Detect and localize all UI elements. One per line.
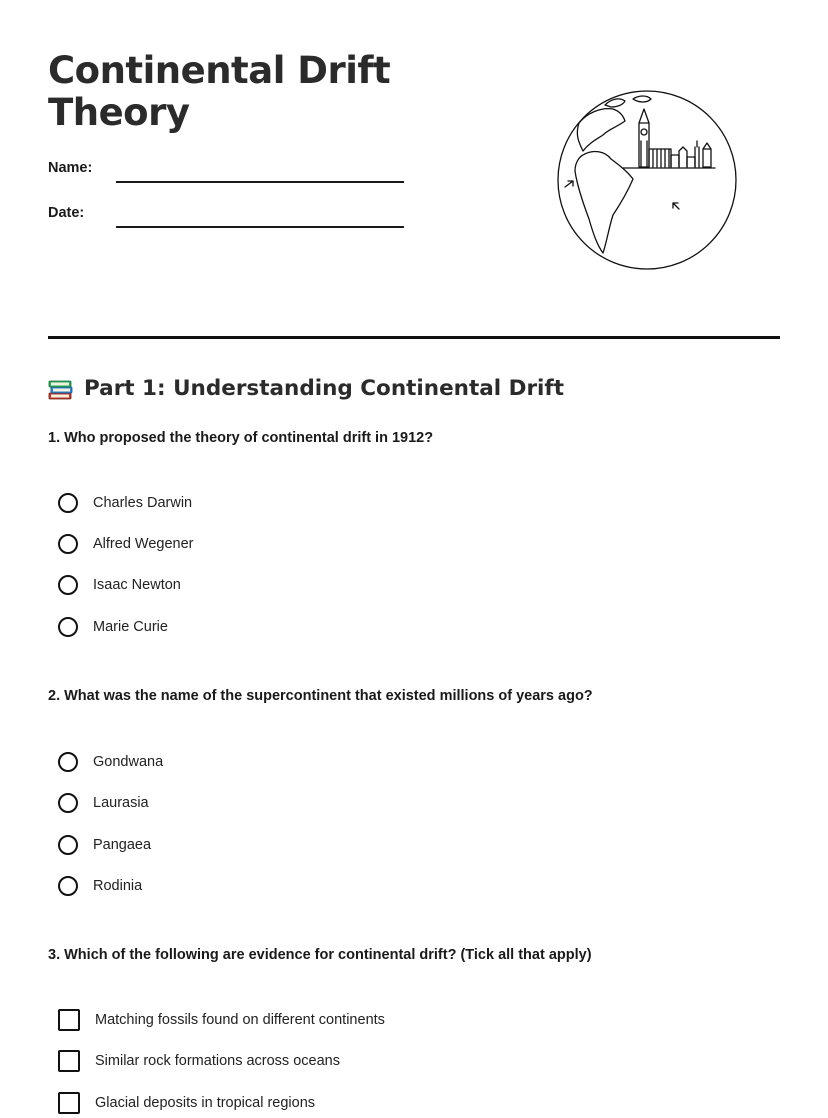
radio-button[interactable] — [58, 617, 78, 637]
radio-button[interactable] — [58, 493, 78, 513]
radio-button[interactable] — [58, 835, 78, 855]
question-3-text: 3. Which of the following are evidence for continental drift? (Tick all that apply) — [48, 947, 592, 963]
worksheet-title — [48, 50, 468, 134]
option-label: Charles Darwin — [93, 495, 193, 511]
radio-button[interactable] — [58, 534, 78, 554]
date-label: Date: — [48, 205, 85, 221]
option-label: Isaac Newton — [93, 577, 181, 593]
q1-option-4[interactable] — [58, 614, 168, 640]
radio-button[interactable] — [58, 752, 78, 772]
title-line-2: Theory — [48, 91, 190, 134]
checkbox[interactable] — [58, 1009, 80, 1031]
option-label: Alfred Wegener — [93, 536, 194, 552]
section-1-title-text: Part 1: Understanding Continental Drift — [84, 376, 565, 401]
q2-option-1[interactable] — [58, 749, 163, 775]
q3-option-2[interactable] — [58, 1048, 340, 1074]
globe-illustration — [553, 85, 738, 275]
checkbox[interactable] — [58, 1050, 80, 1072]
question-1-text: 1. Who proposed the theory of continental drift in 1912? — [48, 430, 434, 446]
option-label: Marie Curie — [93, 619, 168, 635]
option-label: Pangaea — [93, 837, 152, 853]
q1-option-3[interactable] — [58, 572, 181, 598]
section-divider — [48, 336, 780, 339]
name-field — [48, 160, 408, 190]
q1-option-1[interactable] — [58, 490, 192, 516]
q2-option-2[interactable] — [58, 790, 149, 816]
name-input-line[interactable] — [116, 181, 404, 183]
q3-option-3[interactable] — [58, 1090, 315, 1116]
q3-option-1[interactable] — [58, 1007, 385, 1033]
title-line-1: Continental Drift — [48, 49, 391, 92]
option-label: Glacial deposits in tropical regions — [95, 1095, 316, 1111]
radio-button[interactable] — [58, 793, 78, 813]
question-2-text: 2. What was the name of the supercontinent that existed millions of years ago? — [48, 688, 593, 704]
option-label: Gondwana — [93, 754, 164, 770]
radio-button[interactable] — [58, 876, 78, 896]
option-label: Laurasia — [93, 795, 149, 811]
name-label: Name: — [48, 160, 93, 176]
worksheet-page — [48, 0, 780, 1118]
option-label: Similar rock formations across oceans — [95, 1053, 340, 1069]
option-label: Rodinia — [93, 878, 143, 894]
q1-option-2[interactable] — [58, 531, 193, 557]
books-icon — [48, 377, 74, 401]
date-field — [48, 205, 408, 235]
radio-button[interactable] — [58, 575, 78, 595]
q2-option-4[interactable] — [58, 873, 142, 899]
section-1-title — [48, 374, 564, 404]
date-input-line[interactable] — [116, 226, 404, 228]
option-label: Matching fossils found on different continents — [95, 1012, 385, 1028]
checkbox[interactable] — [58, 1092, 80, 1114]
q2-option-3[interactable] — [58, 832, 151, 858]
